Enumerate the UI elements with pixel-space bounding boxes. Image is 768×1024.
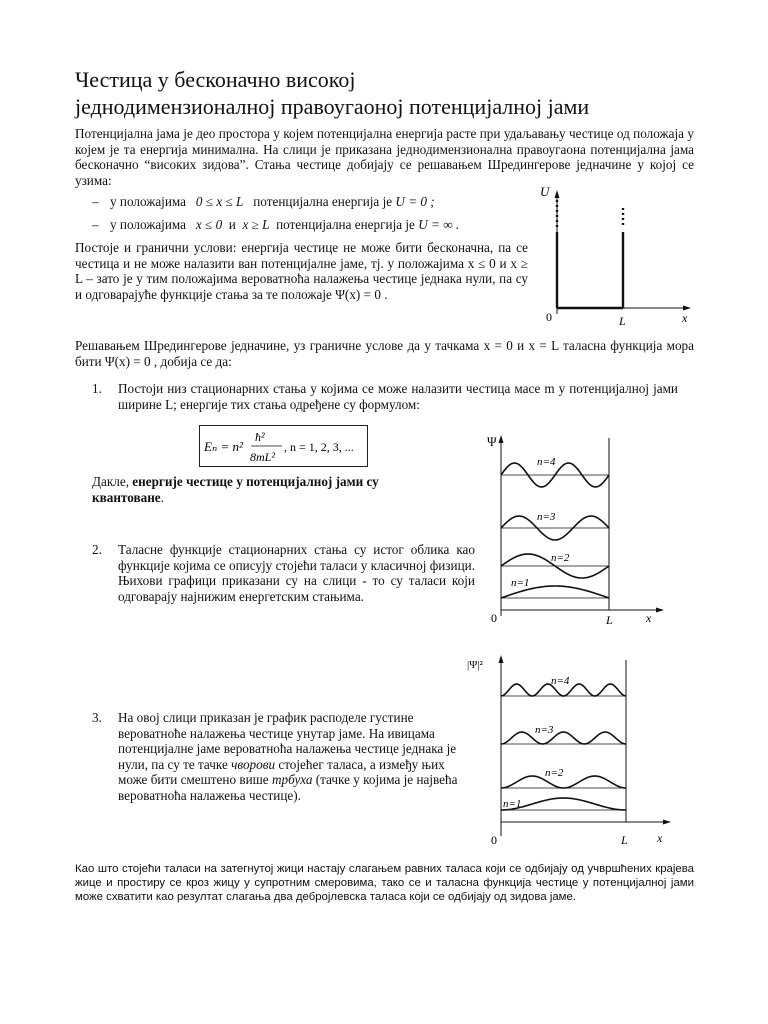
psi-level-n1: n=1 bbox=[511, 577, 530, 589]
item-2-text bbox=[92, 542, 475, 604]
psi2-x-arrow bbox=[663, 820, 671, 825]
well-l-label: L bbox=[619, 314, 626, 328]
solution-paragraph: Решавањем Шредингерове једначине, уз граничне услове да у тачкама x = 0 и x = L таласна функција мора бити Ψ(x) = 0 , добија се да: bbox=[75, 338, 694, 369]
bullet-well-inside: – у положајима 0 ≤ x ≤ L потенцијална енергија је U = 0 ; bbox=[92, 194, 435, 209]
well-y-label: U bbox=[540, 184, 550, 199]
psi2-curves bbox=[501, 684, 626, 810]
energy-formula bbox=[200, 426, 367, 466]
formula-denominator: 8mL² bbox=[250, 450, 275, 464]
bullet-1-mid: потенцијална енергија је bbox=[253, 194, 393, 209]
bullet-well-outside: – у положајима x ≤ 0 и x ≥ L потенцијална енергија је U = ∞ . bbox=[92, 217, 460, 232]
psi2-curve-n2 bbox=[501, 776, 626, 788]
item-2-body: Таласне функције стационарних стања су истог облика као функције којима се описују стојећи таласи у класичној физици. Њихови графици приказани су на слици - то су таласи који одговарају најнижим енергетским стањима. bbox=[118, 542, 475, 604]
psi-x-label: x bbox=[646, 611, 652, 625]
page-title bbox=[75, 66, 715, 120]
bullet-1-value: U = 0 ; bbox=[395, 194, 435, 209]
psi2-x-label: x bbox=[657, 831, 663, 845]
item-3-node-term: чворови bbox=[231, 756, 276, 772]
potential-well-figure bbox=[535, 180, 705, 328]
item-3-number: 3. bbox=[92, 710, 102, 725]
psi-l-label: L bbox=[606, 613, 613, 627]
psi2-l-label: L bbox=[621, 833, 628, 847]
boundary-paragraph: Постоје и гранични услови: енергија честице не може бити бесконачна, па се честица и не може налазити ван потенцијалне јаме, тј. у положајима x ≤ 0 и x ≥ L – зато је у тим положајима вероватноћа налажења честице једнака нули, па су и одговарајуће функције стања за те положаје Ψ(x) = 0 . bbox=[75, 240, 528, 302]
psi2-curve-n3 bbox=[501, 732, 626, 744]
item-3-body-a: На овој слици приказан је график расподеле густине вероватноће налажења честице унутар јаме. На ивицама потенцијалне јаме вероватноћа налажења честице једнака је нули, па су те тачке bbox=[118, 710, 457, 772]
psi2-origin-label: 0 bbox=[491, 833, 497, 847]
psi2-level-n3: n=3 bbox=[535, 724, 554, 736]
bullet-2-prefix: у положајима bbox=[110, 217, 187, 232]
bullet-2-and: и bbox=[228, 217, 236, 232]
psi-x-arrow bbox=[656, 608, 664, 613]
conclusion-bold: енергије честице у потенцијалној јами су квантоване bbox=[92, 474, 379, 505]
formula-numerator: ħ² bbox=[255, 430, 265, 444]
title-line-1: Честица у бесконачно високој bbox=[75, 67, 356, 92]
formula-lhs: Eₙ = n² bbox=[204, 439, 243, 454]
bullet-1-math: 0 ≤ x ≤ L bbox=[195, 194, 244, 209]
item-3-antinode-term: трбуха bbox=[271, 772, 313, 788]
psi2-level-n1: n=1 bbox=[503, 798, 522, 810]
item-3-body-b: стојећег таласа, а између њих може бити смештено више bbox=[118, 756, 445, 788]
psi2-level-n2: n=2 bbox=[545, 767, 564, 779]
title-line-2: једнодимензионалној правоугаоној потенцијалној јами bbox=[75, 94, 590, 119]
psi-origin-label: 0 bbox=[491, 611, 497, 625]
quantization-conclusion bbox=[92, 474, 422, 505]
psi-y-label: Ψ bbox=[487, 434, 497, 449]
item-3-text bbox=[92, 710, 458, 804]
psi2-y-arrow bbox=[499, 655, 504, 663]
bullet-2-value: U = ∞ . bbox=[418, 217, 460, 232]
wavefunction-figure bbox=[483, 430, 673, 630]
bullet-2-math-1: x ≤ 0 bbox=[195, 217, 223, 232]
item-1-body: Постоји низ стационарних стања у којима се може налазити честица масе m у потенцијалној јами ширине L; енергије тих стања одређене су формулом: bbox=[118, 381, 678, 412]
conclusion-end: . bbox=[160, 489, 164, 505]
bullet-1-prefix: у положајима bbox=[110, 194, 187, 209]
item-2-number: 2. bbox=[92, 542, 102, 557]
item-1-text bbox=[92, 381, 678, 412]
conclusion-prefix: Дакле, bbox=[92, 474, 133, 489]
psi-level-n2: n=2 bbox=[551, 552, 570, 564]
item-1-number: 1. bbox=[92, 381, 102, 396]
item-3-body-c: (тачке у којима је највећа вероватноћа налажења честице). bbox=[118, 772, 458, 803]
probability-density-figure bbox=[465, 650, 675, 850]
intro-paragraph: Потенцијална јама је део простора у којем потенцијална енергија расте при удаљавању честице од положаја у којем је та енергија минимална. На слици је приказана једнодимензионална правоугаона потенцијална јама бесконачно “високих зидова”. Стања честице добијају се решавањем Шредингерове једначине у којој се узима: bbox=[75, 126, 694, 188]
well-x-label: x bbox=[682, 311, 688, 325]
energy-formula-box bbox=[199, 425, 368, 467]
psi-level-n4: n=4 bbox=[537, 456, 556, 468]
well-y-arrow bbox=[555, 190, 560, 198]
well-x-arrow bbox=[683, 306, 691, 311]
well-origin-label: 0 bbox=[546, 310, 552, 324]
bullet-2-mid: потенцијална енергија је bbox=[276, 217, 415, 232]
psi-level-n3: n=3 bbox=[537, 511, 556, 523]
formula-rhs: , n = 1, 2, 3, ... bbox=[284, 440, 354, 454]
psi2-y-label: |Ψ|² bbox=[467, 659, 483, 671]
psi2-level-n4: n=4 bbox=[551, 675, 570, 687]
bullet-2-math-2: x ≥ L bbox=[242, 217, 270, 232]
psi-y-arrow bbox=[499, 435, 504, 443]
footer-paragraph: Као што стојећи таласи на затегнутој жици настају слагањем равних таласа који се одбијају од учвршћених крајева жице и простиру се кроз жицу у супротним смеровима, тако се и таласна функција честице у потенцијалној јами може схватити као резултат слагања два дебројлевска таласа који се одбијају од зидова јаме. bbox=[75, 863, 694, 903]
